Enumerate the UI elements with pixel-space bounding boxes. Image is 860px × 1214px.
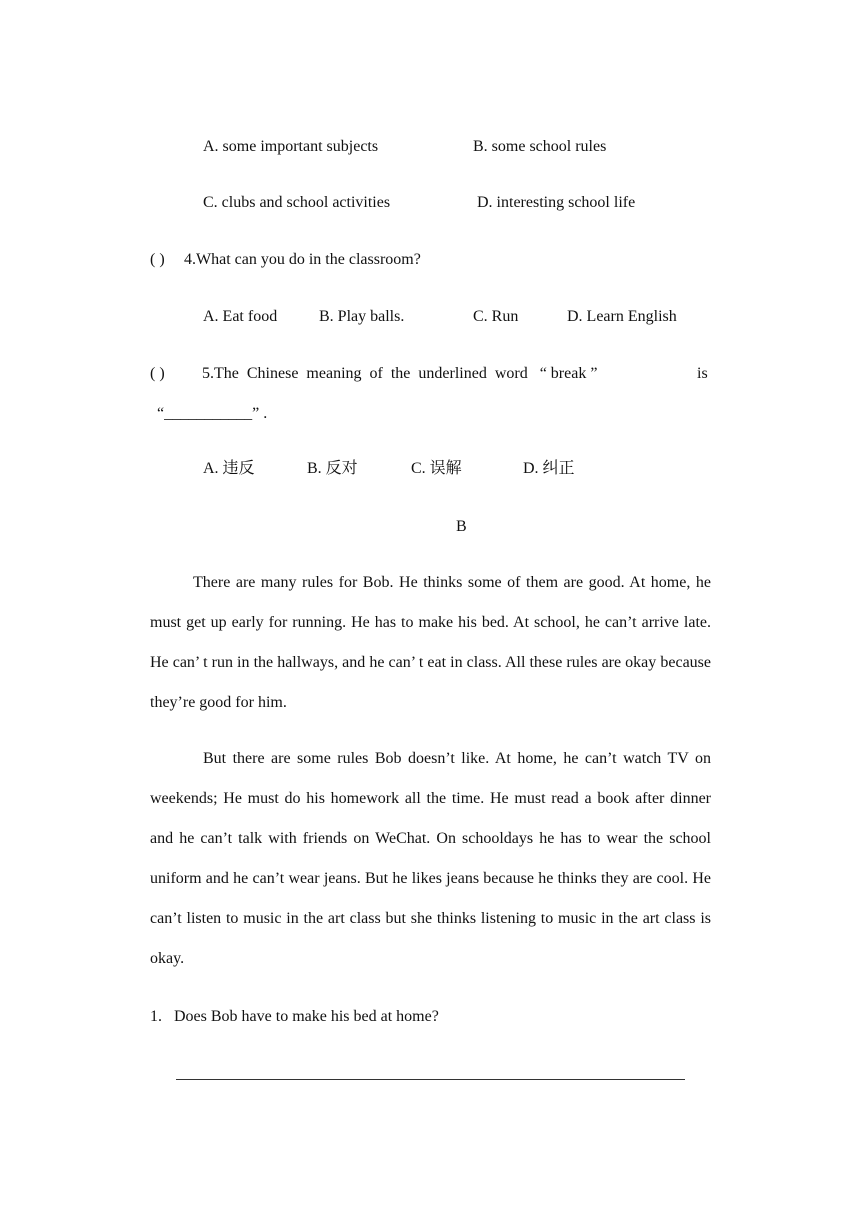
q4-option-d: D. Learn English	[567, 308, 677, 325]
q5-answer-paren: ( )	[150, 365, 165, 382]
q5-option-d: D. 纠正	[523, 460, 575, 477]
q5-question-text-end: is	[697, 365, 708, 382]
comprehension-question-1: 1. Does Bob have to make his bed at home?	[150, 1008, 439, 1025]
q4-question-text: 4.What can you do in the classroom?	[184, 251, 421, 268]
q3-option-d: D. interesting school life	[477, 194, 636, 211]
q5-blank: “___________” .	[157, 405, 268, 422]
q5-question-text: 5.The Chinese meaning of the underlined word “ break ”	[202, 365, 598, 382]
q3-option-a: A. some important subjects	[203, 138, 379, 155]
q4-option-c: C. Run	[473, 308, 519, 325]
q5-option-c: C. 误解	[411, 460, 462, 477]
q5-option-a: A. 违反	[203, 460, 255, 477]
q4-option-a: A. Eat food	[203, 308, 278, 325]
q3-option-c: C. clubs and school activities	[203, 194, 391, 211]
q4-answer-paren: ( )	[150, 251, 165, 268]
q3-option-b: B. some school rules	[473, 138, 607, 155]
passage-paragraph-2: But there are some rules Bob doesn’t like. At home, he can’t watch TV on weekends; He must do his homework all the time. He must read a book after dinner and he can’t talk with friends on WeChat. On schooldays he has to wear the school uniform and he can’t wear jeans. But he likes jeans because he thinks they are cool. He can’t listen to music in the art class but she thinks listening to music in the art class is okay.	[150, 750, 711, 967]
q5-option-b: B. 反对	[307, 460, 358, 477]
answer-line[interactable]	[176, 1079, 685, 1080]
q4-option-b: B. Play balls.	[319, 308, 405, 325]
passage-paragraph-1: There are many rules for Bob. He thinks some of them are good. At home, he must get up early for running. He has to make his bed. At school, he can’t arrive late. He can’ t run in the hallways, and he can’ t eat in class. All these rules are okay because they’re good for him.	[150, 574, 711, 711]
section-heading: B	[456, 518, 467, 535]
